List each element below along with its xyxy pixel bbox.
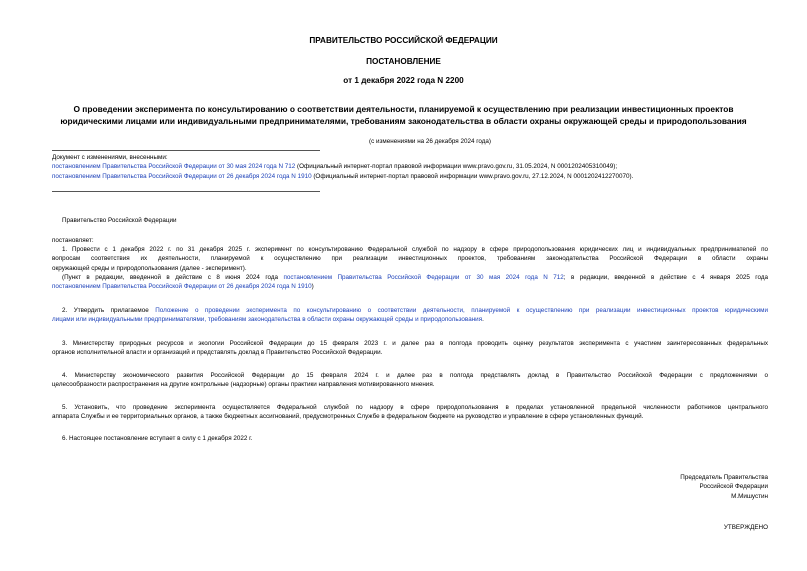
divider-top (52, 150, 320, 151)
document-type: ПОСТАНОВЛЕНИЕ (366, 57, 441, 66)
revision-intro: Документ с изменениями, внесенными: (52, 154, 168, 161)
paragraph-1-note-text: (Пункт в редакции, введенной в действие с 8 июня 2024 года (62, 273, 284, 281)
signature-block (680, 473, 768, 501)
paragraph-2 (52, 306, 768, 325)
paragraph-2-end: . (482, 316, 484, 324)
paragraph-1-line-3: окружающей среды и природопользования (далее - эксперимент). (52, 264, 247, 272)
document-title (0, 103, 807, 127)
paragraph-1-note-close: ) (311, 283, 314, 291)
approved-label: УТВЕРЖДЕНО (723, 524, 768, 531)
revision-item-1-details: (Официальный интернет-портал правовой информации www.pravo.gov.ru, 31.05.2024, N 0001202405310049); (295, 163, 618, 171)
paragraph-1-note-link-1[interactable]: постановлением Правительства Российской Федерации от 30 мая 2024 года N 712 (283, 273, 564, 281)
title-line-1: О проведении эксперимента по консультированию о соответствии деятельности, планируемой к осуществлению при реализации инвестиционных проектов (73, 104, 734, 114)
signature-country: Российской Федерации (699, 483, 768, 491)
paragraph-3-line-2: органов исполнительной власти и организаций и представлять доклад в Правительство Российской Федерации. (52, 349, 383, 357)
paragraph-1-note-line-2 (52, 282, 768, 291)
paragraph-3-line-1: 3. Министерству природных ресурсов и экологии Российской Федерации до 15 февраля 2023 г. и далее раз в полгода проводить оценку результатов эксперимента с участием заинтересованных федеральных (62, 340, 768, 347)
decrees-word: постановляет: (52, 237, 94, 244)
paragraph-1-note-line-1 (52, 273, 768, 282)
paragraph-2-line-2 (52, 315, 768, 324)
revision-link-2[interactable]: постановлением Правительства Российской Федерации от 26 декабря 2024 года N 1910 (52, 172, 312, 180)
government-heading: ПРАВИТЕЛЬСТВО РОССИЙСКОЙ ФЕДЕРАЦИИ (309, 36, 498, 45)
revision-link-1[interactable]: постановлением Правительства Российской Федерации от 30 мая 2024 года N 712 (52, 163, 296, 171)
revision-item-1 (52, 162, 772, 171)
regulation-link[interactable]: Положение о проведении эксперимента по консультированию о соответствии деятельности, планируемой к осуществлению при реализации инвестиционных проектов юридическими (155, 307, 768, 314)
paragraph-1-note-link-2[interactable]: постановлением Правительства Российской Федерации от 26 декабря 2024 года N 1910 (52, 283, 312, 291)
paragraph-5-line-1: 5. Установить, что проведение эксперимента осуществляется Федеральной службой по надзору в сфере природопользования в пределах установленной предельной численности работников центрального (62, 404, 768, 411)
paragraph-6: 6. Настоящее постановление вступает в силу с 1 декабря 2022 г. (62, 435, 253, 442)
signature-name: М.Мишустин (731, 492, 768, 500)
paragraph-4 (52, 371, 768, 390)
paragraph-5-line-2: аппарата Службы и ее территориальных органов, а также бюджетных ассигнований, предусмотренных Службе в федеральном бюджете на руководство и управление в сфере установленных функций. (52, 413, 644, 421)
revision-block (52, 153, 772, 181)
paragraph-1-note-text-2: ; в редакции, введенной в действие с 4 января 2025 года (563, 273, 769, 281)
divider-bottom (52, 191, 320, 192)
paragraph-1-line-2: вопросам соответствия их деятельности, планируемой к осуществлению при реализации инвестиционных проектов, требованиям законодательства Российской Федерации в области охраны (52, 255, 768, 263)
amendments-note: (с изменениями на 26 декабря 2024 года) (368, 138, 491, 145)
date-number: от 1 декабря 2022 года N 2200 (343, 76, 464, 85)
revision-item-2 (52, 172, 772, 181)
signature-position: Председатель Правительства (680, 474, 768, 481)
paragraph-3 (52, 339, 768, 358)
regulation-link-continued[interactable]: лицами или индивидуальными предпринимателями, требованиям законодательства в области охраны окружающей среды и природопользования (52, 316, 483, 324)
paragraph-1-line-1: 1. Провести с 1 декабря 2022 г. по 31 декабря 2025 г. эксперимент по консультированию Федеральной службой по надзору в сфере природопользования юридических лиц и индивидуальных предпринимателей по (62, 246, 768, 253)
title-line-2: юридическими лицами или индивидуальными предпринимателями, требованиям законодательства в области охраны окружающей среды и природопользования (60, 116, 747, 126)
paragraph-2-line-1 (52, 306, 768, 315)
paragraph-5 (52, 403, 768, 422)
paragraph-2-text: 2. Утвердить прилагаемое (62, 307, 156, 314)
paragraph-1 (52, 245, 768, 291)
paragraph-4-line-2: целесообразности распространения на другие контрольные (надзорные) органы практики направления мотивированного мнения. (52, 381, 435, 389)
revision-item-2-details: (Официальный интернет-портал правовой информации www.pravo.gov.ru, 27.12.2024, N 0001202412270070). (311, 172, 634, 180)
government-name: Правительство Российской Федерации (62, 217, 177, 224)
paragraph-4-line-1: 4. Министерству экономического развития Российской Федерации до 15 февраля 2024 г. и далее раз в полгода представлять доклад в Правительство Российской Федерации с предложениями о (62, 372, 768, 379)
